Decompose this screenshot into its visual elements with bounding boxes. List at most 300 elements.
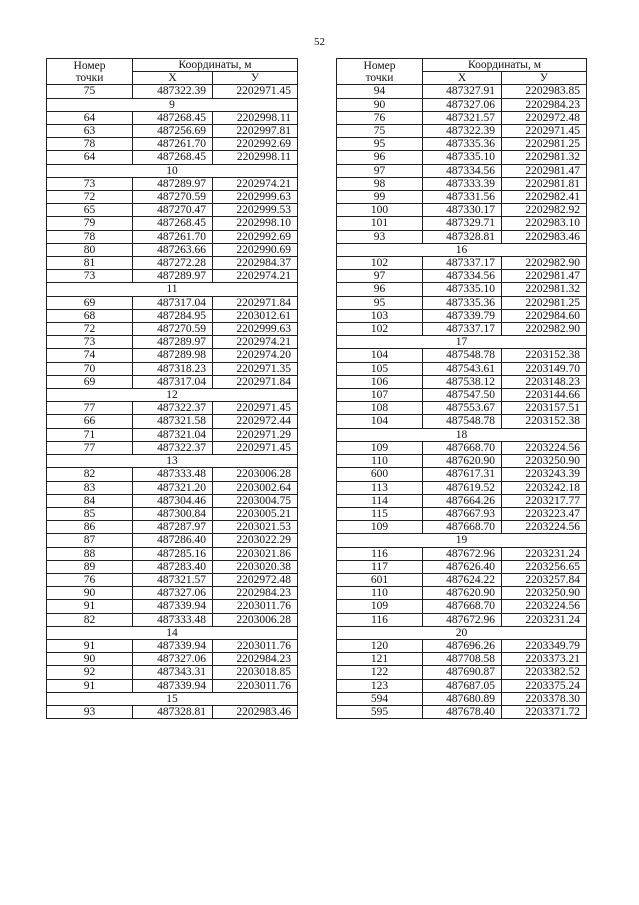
point-number-cell: 110: [337, 587, 423, 600]
x-coordinate-cell: 487268.45: [133, 111, 213, 124]
table-row: [337, 613, 587, 626]
point-number-cell: 76: [47, 573, 133, 586]
x-coordinate-cell: 487339.94: [133, 639, 213, 652]
x-coordinate-cell: 487256.69: [133, 125, 213, 138]
x-coordinate-cell: 487343.31: [133, 666, 213, 679]
x-coordinate-cell: 487678.40: [423, 705, 502, 718]
y-coordinate-cell: 2202990.69: [213, 243, 298, 256]
point-number-cell: 84: [47, 494, 133, 507]
x-coordinate-cell: 487268.45: [133, 217, 213, 230]
y-coordinate-cell: 2202972.48: [502, 111, 587, 124]
x-coordinate-cell: 487328.81: [133, 705, 213, 718]
table-row: [47, 309, 298, 322]
point-number-cell: 122: [337, 666, 423, 679]
table-row: [337, 111, 587, 124]
x-coordinate-cell: 487708.58: [423, 653, 502, 666]
table-body-left: [47, 85, 298, 719]
table-row: [337, 573, 587, 586]
point-number-cell: 78: [47, 230, 133, 243]
x-coordinate-cell: 487548.78: [423, 349, 502, 362]
table-row: [47, 151, 298, 164]
y-coordinate-cell: 2202983.10: [502, 217, 587, 230]
point-number-cell: 87: [47, 534, 133, 547]
y-coordinate-cell: 2202999.63: [213, 191, 298, 204]
y-coordinate-cell: 2202974.21: [213, 336, 298, 349]
x-coordinate-cell: 487270.47: [133, 204, 213, 217]
y-coordinate-cell: 2203243.39: [502, 468, 587, 481]
point-number-cell: 65: [47, 204, 133, 217]
x-coordinate-cell: 487321.57: [133, 573, 213, 586]
x-coordinate-cell: 487289.97: [133, 336, 213, 349]
table-row: [337, 692, 587, 705]
table-row: [47, 560, 298, 573]
x-coordinate-cell: 487543.61: [423, 362, 502, 375]
point-number-cell: 594: [337, 692, 423, 705]
y-coordinate-cell: 2203022.29: [213, 534, 298, 547]
x-coordinate-cell: 487261.70: [133, 230, 213, 243]
y-coordinate-cell: 2203021.86: [213, 547, 298, 560]
point-number-cell: 75: [47, 85, 133, 98]
group-header-row: [337, 428, 587, 441]
group-header-row: [47, 98, 298, 111]
table-row: [337, 507, 587, 520]
table-body-right: [337, 85, 587, 719]
table-row: [47, 600, 298, 613]
x-coordinate-cell: 487620.90: [423, 587, 502, 600]
y-header: У: [213, 72, 298, 85]
table-row: [337, 138, 587, 151]
point-number-cell: 595: [337, 705, 423, 718]
group-number: 20: [337, 626, 587, 639]
table-row: [337, 402, 587, 415]
y-coordinate-cell: 2202984.23: [213, 587, 298, 600]
x-coordinate-cell: 487687.05: [423, 679, 502, 692]
y-coordinate-cell: 2202982.90: [502, 323, 587, 336]
point-number-header: Номер точки: [337, 59, 423, 85]
point-number-cell: 95: [337, 296, 423, 309]
table-row: [337, 204, 587, 217]
y-coordinate-cell: 2203157.51: [502, 402, 587, 415]
y-coordinate-cell: 2202998.10: [213, 217, 298, 230]
point-number-cell: 100: [337, 204, 423, 217]
y-coordinate-cell: 2203152.38: [502, 415, 587, 428]
x-coordinate-cell: 487337.17: [423, 257, 502, 270]
x-coordinate-cell: 487261.70: [133, 138, 213, 151]
point-number-cell: 93: [47, 705, 133, 718]
table-row: [47, 573, 298, 586]
table-row: [337, 362, 587, 375]
table-row: [47, 323, 298, 336]
table-row: [47, 362, 298, 375]
y-coordinate-cell: 2202972.44: [213, 415, 298, 428]
y-coordinate-cell: 2202971.84: [213, 296, 298, 309]
table-row: [47, 336, 298, 349]
point-number-cell: 110: [337, 455, 423, 468]
point-number-cell: 96: [337, 283, 423, 296]
x-coordinate-cell: 487327.06: [133, 653, 213, 666]
y-coordinate-cell: 2202971.45: [502, 125, 587, 138]
x-coordinate-cell: 487548.78: [423, 415, 502, 428]
point-number-cell: 105: [337, 362, 423, 375]
point-number-cell: 77: [47, 441, 133, 454]
y-coordinate-cell: 2203012.61: [213, 309, 298, 322]
point-number-cell: 109: [337, 441, 423, 454]
table-row: [47, 349, 298, 362]
y-coordinate-cell: 2202982.41: [502, 191, 587, 204]
x-coordinate-cell: 487668.70: [423, 441, 502, 454]
table-row: [47, 402, 298, 415]
point-number-cell: 66: [47, 415, 133, 428]
y-coordinate-cell: 2203217.77: [502, 494, 587, 507]
y-coordinate-cell: 2202981.47: [502, 164, 587, 177]
point-number-cell: 97: [337, 270, 423, 283]
point-number-cell: 73: [47, 336, 133, 349]
y-coordinate-cell: 2203250.90: [502, 455, 587, 468]
point-number-cell: 72: [47, 323, 133, 336]
point-number-cell: 93: [337, 230, 423, 243]
point-number-cell: 123: [337, 679, 423, 692]
point-number-cell: 102: [337, 323, 423, 336]
point-number-cell: 69: [47, 296, 133, 309]
point-number-cell: 107: [337, 389, 423, 402]
y-coordinate-cell: 2203011.76: [213, 679, 298, 692]
table-row: [337, 547, 587, 560]
y-coordinate-cell: 2202982.90: [502, 257, 587, 270]
point-number-header: Номер точки: [47, 59, 133, 85]
y-coordinate-cell: 2203020.38: [213, 560, 298, 573]
point-number-cell: 97: [337, 164, 423, 177]
table-row: [337, 600, 587, 613]
table-row: [47, 494, 298, 507]
table-row: [47, 613, 298, 626]
y-coordinate-cell: 2203231.24: [502, 613, 587, 626]
point-number-cell: 108: [337, 402, 423, 415]
table-row: [337, 666, 587, 679]
point-number-cell: 120: [337, 639, 423, 652]
point-number-cell: 600: [337, 468, 423, 481]
y-coordinate-cell: 2202972.48: [213, 573, 298, 586]
point-number-cell: 64: [47, 111, 133, 124]
x-coordinate-cell: 487334.56: [423, 164, 502, 177]
point-number-cell: 101: [337, 217, 423, 230]
x-coordinate-cell: 487668.70: [423, 521, 502, 534]
y-coordinate-cell: 2202984.60: [502, 309, 587, 322]
table-row: [337, 521, 587, 534]
coordinates-header: Координаты, м: [423, 59, 587, 72]
table-row: [337, 349, 587, 362]
x-coordinate-cell: 487321.58: [133, 415, 213, 428]
group-number: 11: [47, 283, 298, 296]
y-coordinate-cell: 2203002.64: [213, 481, 298, 494]
x-coordinate-cell: 487270.59: [133, 191, 213, 204]
table-row: [47, 138, 298, 151]
x-coordinate-cell: 487284.95: [133, 309, 213, 322]
point-number-cell: 71: [47, 428, 133, 441]
y-coordinate-cell: 2203242.18: [502, 481, 587, 494]
y-coordinate-cell: 2203018.85: [213, 666, 298, 679]
x-coordinate-cell: 487318.23: [133, 362, 213, 375]
point-number-cell: 116: [337, 613, 423, 626]
y-coordinate-cell: 2203375.24: [502, 679, 587, 692]
table-row: [47, 415, 298, 428]
y-coordinate-cell: 2202981.25: [502, 138, 587, 151]
y-coordinate-cell: 2203257.84: [502, 573, 587, 586]
y-coordinate-cell: 2203149.70: [502, 362, 587, 375]
y-coordinate-cell: 2202974.21: [213, 270, 298, 283]
table-row: [47, 257, 298, 270]
y-coordinate-cell: 2202992.69: [213, 138, 298, 151]
y-coordinate-cell: 2203006.28: [213, 613, 298, 626]
x-coordinate-cell: 487696.26: [423, 639, 502, 652]
y-coordinate-cell: 2203005.21: [213, 507, 298, 520]
point-number-cell: 90: [47, 587, 133, 600]
y-coordinate-cell: 2203224.56: [502, 600, 587, 613]
y-coordinate-cell: 2202981.32: [502, 151, 587, 164]
x-coordinate-cell: 487335.10: [423, 283, 502, 296]
table-row: [47, 468, 298, 481]
group-number: 16: [337, 243, 587, 256]
table-row: [47, 639, 298, 652]
y-coordinate-cell: 2203011.76: [213, 600, 298, 613]
group-header-row: [47, 626, 298, 639]
x-coordinate-cell: 487289.98: [133, 349, 213, 362]
y-coordinate-cell: 2203349.79: [502, 639, 587, 652]
y-coordinate-cell: 2202971.29: [213, 428, 298, 441]
point-number-cell: 109: [337, 521, 423, 534]
page-number: 52: [314, 36, 325, 48]
point-number-cell: 79: [47, 217, 133, 230]
point-number-cell: 91: [47, 600, 133, 613]
y-coordinate-cell: 2203256.65: [502, 560, 587, 573]
x-coordinate-cell: 487328.81: [423, 230, 502, 243]
point-number-cell: 99: [337, 191, 423, 204]
x-coordinate-cell: 487619.52: [423, 481, 502, 494]
x-coordinate-cell: 487283.40: [133, 560, 213, 573]
table-row: [47, 679, 298, 692]
group-number: 15: [47, 692, 298, 705]
x-coordinate-cell: 487335.10: [423, 151, 502, 164]
y-coordinate-cell: 2203373.21: [502, 653, 587, 666]
point-number-cell: 115: [337, 507, 423, 520]
group-number: 12: [47, 389, 298, 402]
point-number-cell: 63: [47, 125, 133, 138]
point-number-cell: 92: [47, 666, 133, 679]
group-header-row: [337, 336, 587, 349]
x-coordinate-cell: 487690.87: [423, 666, 502, 679]
y-coordinate-cell: 2202983.85: [502, 85, 587, 98]
y-coordinate-cell: 2202997.81: [213, 125, 298, 138]
group-number: 17: [337, 336, 587, 349]
x-coordinate-cell: 487272.28: [133, 257, 213, 270]
table-row: [47, 191, 298, 204]
group-header-row: [47, 455, 298, 468]
x-coordinate-cell: 487680.89: [423, 692, 502, 705]
point-number-cell: 75: [337, 125, 423, 138]
y-coordinate-cell: 2203011.76: [213, 639, 298, 652]
x-coordinate-cell: 487287.97: [133, 521, 213, 534]
x-coordinate-cell: 487667.93: [423, 507, 502, 520]
x-coordinate-cell: 487327.06: [133, 587, 213, 600]
x-coordinate-cell: 487300.84: [133, 507, 213, 520]
point-number-cell: 78: [47, 138, 133, 151]
table-row: [337, 494, 587, 507]
table-row: [337, 653, 587, 666]
point-number-cell: 103: [337, 309, 423, 322]
table-row: [47, 230, 298, 243]
point-number-cell: 601: [337, 573, 423, 586]
table-row: [337, 415, 587, 428]
point-number-cell: 83: [47, 481, 133, 494]
y-coordinate-cell: 2202974.21: [213, 177, 298, 190]
table-row: [47, 481, 298, 494]
table-row: [337, 481, 587, 494]
table-row: [337, 389, 587, 402]
table-row: [337, 98, 587, 111]
point-number-cell: 95: [337, 138, 423, 151]
y-coordinate-cell: 2203231.24: [502, 547, 587, 560]
table-row: [337, 468, 587, 481]
table-row: [47, 125, 298, 138]
x-coordinate-cell: 487626.40: [423, 560, 502, 573]
table-row: [337, 125, 587, 138]
table-row: [47, 177, 298, 190]
point-number-cell: 114: [337, 494, 423, 507]
y-coordinate-cell: 2202971.35: [213, 362, 298, 375]
table-row: [47, 270, 298, 283]
table-row: [47, 111, 298, 124]
table-row: [47, 547, 298, 560]
x-coordinate-cell: 487322.39: [133, 85, 213, 98]
y-coordinate-cell: 2202983.46: [213, 705, 298, 718]
y-coordinate-cell: 2202998.11: [213, 111, 298, 124]
y-coordinate-cell: 2202998.11: [213, 151, 298, 164]
point-number-cell: 69: [47, 375, 133, 388]
x-coordinate-cell: 487322.39: [423, 125, 502, 138]
y-coordinate-cell: 2203371.72: [502, 705, 587, 718]
y-coordinate-cell: 2203152.38: [502, 349, 587, 362]
y-coordinate-cell: 2202982.92: [502, 204, 587, 217]
point-number-cell: 109: [337, 600, 423, 613]
group-number: 18: [337, 428, 587, 441]
group-number: 19: [337, 534, 587, 547]
x-coordinate-cell: 487285.16: [133, 547, 213, 560]
point-number-cell: 89: [47, 560, 133, 573]
y-coordinate-cell: 2202981.25: [502, 296, 587, 309]
y-coordinate-cell: 2203144.66: [502, 389, 587, 402]
point-number-cell: 88: [47, 547, 133, 560]
y-coordinate-cell: 2203004.75: [213, 494, 298, 507]
table-row: [47, 85, 298, 98]
x-coordinate-cell: 487672.96: [423, 613, 502, 626]
point-number-cell: 104: [337, 415, 423, 428]
x-coordinate-cell: 487617.31: [423, 468, 502, 481]
x-coordinate-cell: 487335.36: [423, 296, 502, 309]
table-row: [337, 587, 587, 600]
group-number: 13: [47, 455, 298, 468]
x-coordinate-cell: 487664.26: [423, 494, 502, 507]
x-coordinate-cell: 487331.56: [423, 191, 502, 204]
y-coordinate-cell: 2203006.28: [213, 468, 298, 481]
table-row: [337, 375, 587, 388]
x-coordinate-cell: 487329.71: [423, 217, 502, 230]
x-coordinate-cell: 487339.94: [133, 679, 213, 692]
y-coordinate-cell: 2202984.37: [213, 257, 298, 270]
x-header: X: [133, 72, 213, 85]
table-row: [337, 309, 587, 322]
point-number-cell: 73: [47, 177, 133, 190]
point-number-cell: 104: [337, 349, 423, 362]
point-number-cell: 102: [337, 257, 423, 270]
x-coordinate-cell: 487538.12: [423, 375, 502, 388]
y-coordinate-cell: 2203378.30: [502, 692, 587, 705]
group-number: 10: [47, 164, 298, 177]
table-row: [47, 521, 298, 534]
y-coordinate-cell: 2203021.53: [213, 521, 298, 534]
point-number-cell: 98: [337, 177, 423, 190]
group-header-row: [47, 164, 298, 177]
point-number-cell: 90: [337, 98, 423, 111]
y-coordinate-cell: 2202999.63: [213, 323, 298, 336]
y-coordinate-cell: 2202971.45: [213, 441, 298, 454]
table-row: [337, 639, 587, 652]
point-number-cell: 117: [337, 560, 423, 573]
point-number-cell: 72: [47, 191, 133, 204]
coordinates-header: Координаты, м: [133, 59, 298, 72]
x-coordinate-cell: 487321.57: [423, 111, 502, 124]
point-number-cell: 80: [47, 243, 133, 256]
point-number-cell: 116: [337, 547, 423, 560]
x-coordinate-cell: 487317.04: [133, 296, 213, 309]
table-row: [47, 243, 298, 256]
point-number-cell: 64: [47, 151, 133, 164]
x-coordinate-cell: 487317.04: [133, 375, 213, 388]
x-coordinate-cell: 487339.94: [133, 600, 213, 613]
x-coordinate-cell: 487270.59: [133, 323, 213, 336]
point-number-cell: 90: [47, 653, 133, 666]
x-coordinate-cell: 487263.66: [133, 243, 213, 256]
group-header-row: [337, 534, 587, 547]
group-header-row: [47, 283, 298, 296]
point-number-cell: 82: [47, 468, 133, 481]
group-header-row: [47, 692, 298, 705]
y-coordinate-cell: 2203224.56: [502, 441, 587, 454]
x-coordinate-cell: 487334.56: [423, 270, 502, 283]
x-coordinate-cell: 487624.22: [423, 573, 502, 586]
point-number-cell: 94: [337, 85, 423, 98]
y-coordinate-cell: 2202971.45: [213, 402, 298, 415]
table-row: [337, 296, 587, 309]
point-number-cell: 82: [47, 613, 133, 626]
table-row: [337, 283, 587, 296]
x-coordinate-cell: 487620.90: [423, 455, 502, 468]
y-coordinate-cell: 2202984.23: [502, 98, 587, 111]
table-row: [337, 441, 587, 454]
group-header-row: [337, 626, 587, 639]
x-coordinate-cell: 487322.37: [133, 402, 213, 415]
table-row: [337, 177, 587, 190]
table-row: [47, 217, 298, 230]
table-row: [337, 164, 587, 177]
table-row: [47, 507, 298, 520]
x-coordinate-cell: 487547.50: [423, 389, 502, 402]
group-header-row: [47, 389, 298, 402]
y-coordinate-cell: 2202971.45: [213, 85, 298, 98]
x-coordinate-cell: 487339.79: [423, 309, 502, 322]
point-number-cell: 76: [337, 111, 423, 124]
x-coordinate-cell: 487327.91: [423, 85, 502, 98]
point-number-cell: 81: [47, 257, 133, 270]
table-row: [47, 653, 298, 666]
